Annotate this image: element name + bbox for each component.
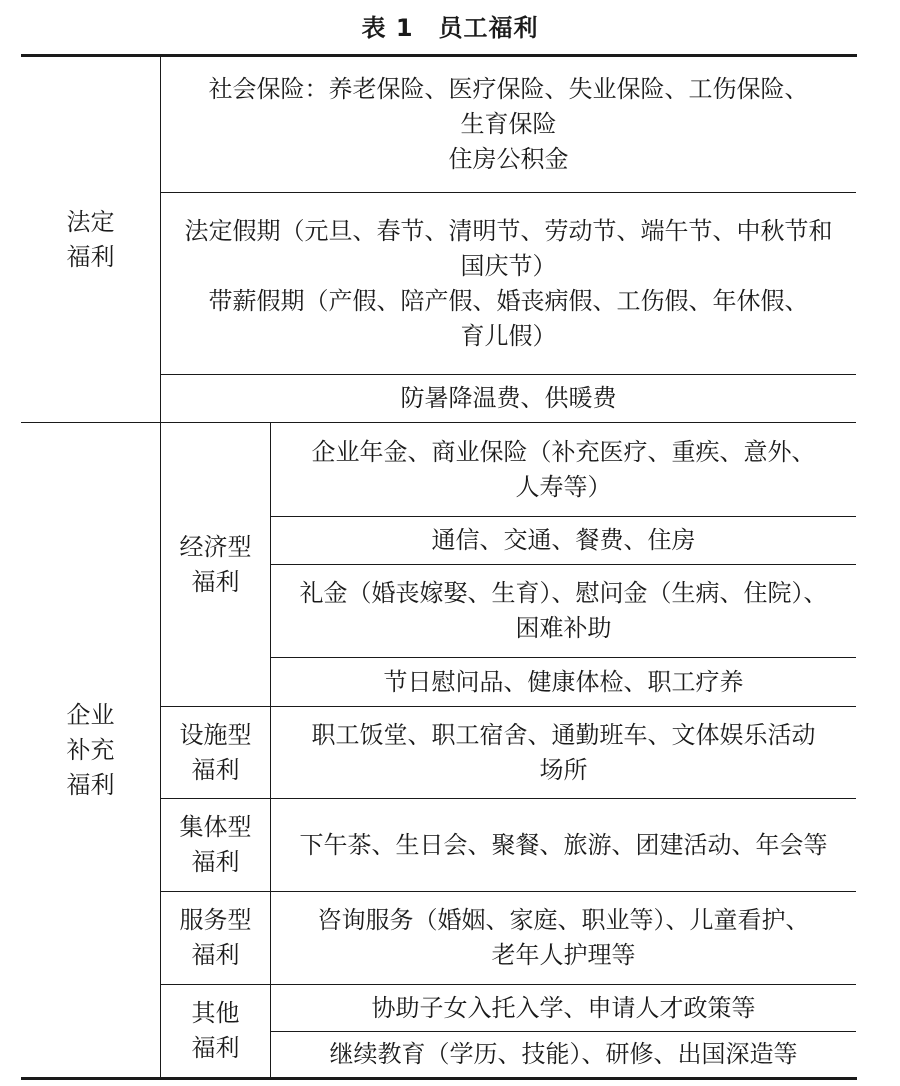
collective-welfare-label bbox=[161, 799, 270, 891]
service-welfare-label bbox=[161, 892, 270, 984]
table-cell bbox=[271, 799, 856, 891]
cell-text-line: 老年人护理等 bbox=[491, 941, 636, 969]
table-cell bbox=[161, 193, 856, 374]
economic-welfare-label bbox=[161, 423, 270, 706]
label-line: 福利 bbox=[191, 755, 240, 784]
cell-text-line: 继续教育（学历、技能）、研修、出国深造等 bbox=[329, 1040, 798, 1068]
label-line: 福利 bbox=[191, 567, 240, 596]
cell-text-line: 企业年金、商业保险（补充医疗、重疾、意外、 bbox=[311, 437, 816, 466]
cell-text-line: 带薪假期（产假、陪产假、婚丧病假、工伤假、年休假、 bbox=[208, 286, 809, 315]
other-welfare-label bbox=[161, 985, 270, 1077]
statutory-welfare-label bbox=[21, 57, 160, 422]
table-bottom-rule bbox=[21, 1077, 857, 1080]
cell-text-line: 社会保险：养老保险、医疗保险、失业保险、工伤保险、 bbox=[208, 75, 809, 103]
cell-text-line: 防暑降温费、供暖费 bbox=[400, 384, 617, 412]
table-cell bbox=[271, 1032, 856, 1077]
cell-text-line: 通信、交通、餐费、住房 bbox=[431, 526, 696, 554]
cell-text-line: 节日慰问品、健康体检、职工疗养 bbox=[383, 667, 744, 696]
enterprise-welfare-label bbox=[21, 423, 160, 1077]
label-line: 福利 bbox=[191, 848, 240, 876]
cell-text-line: 生育保险 bbox=[460, 110, 557, 138]
cell-text-line: 职工饭堂、职工宿舍、通勤班车、文体娱乐活动 bbox=[311, 720, 816, 749]
table-cell bbox=[271, 658, 856, 706]
table-cell bbox=[271, 707, 856, 798]
cell-text-line: 人寿等） bbox=[515, 472, 612, 501]
table-cell bbox=[271, 892, 856, 984]
label-line: 设施型 bbox=[179, 720, 252, 749]
table-cell bbox=[271, 565, 856, 657]
label-line: 福利 bbox=[191, 1034, 240, 1062]
cell-text-line: 困难补助 bbox=[515, 614, 612, 642]
label-line: 经济型 bbox=[179, 532, 252, 561]
cell-text-line: 住房公积金 bbox=[448, 145, 569, 173]
label-line: 福利 bbox=[66, 770, 115, 799]
label-line: 法定 bbox=[66, 207, 115, 236]
table-cell bbox=[271, 423, 856, 516]
cell-text-line: 礼金（婚丧嫁娶、生育）、慰问金（生病、住院）、 bbox=[299, 579, 828, 607]
label-line: 企业 bbox=[66, 700, 115, 729]
cell-text-line: 育儿假） bbox=[460, 321, 557, 350]
label-line: 其他 bbox=[191, 999, 240, 1027]
table-title: 表 1 员工福利 bbox=[361, 14, 539, 42]
cell-text-line: 场所 bbox=[539, 755, 588, 784]
table-cell bbox=[271, 985, 856, 1031]
cell-text-line: 咨询服务（婚姻、家庭、职业等）、儿童看护、 bbox=[317, 906, 810, 934]
label-line: 福利 bbox=[66, 242, 115, 271]
label-line: 服务型 bbox=[179, 906, 252, 934]
table-cell bbox=[161, 57, 856, 192]
table-cell bbox=[161, 375, 856, 422]
facility-welfare-label bbox=[161, 707, 270, 798]
cell-text-line: 法定假期（元旦、春节、清明节、劳动节、端午节、中秋节和 bbox=[184, 216, 833, 245]
cell-text-line: 下午茶、生日会、聚餐、旅游、团建活动、年会等 bbox=[299, 830, 828, 859]
cell-text-line: 国庆节） bbox=[460, 251, 557, 280]
table-cell bbox=[271, 517, 856, 564]
label-line: 福利 bbox=[191, 941, 240, 969]
cell-text-line: 协助子女入托入学、申请人才政策等 bbox=[371, 993, 756, 1022]
label-line: 补充 bbox=[66, 735, 115, 764]
label-line: 集体型 bbox=[179, 813, 252, 841]
